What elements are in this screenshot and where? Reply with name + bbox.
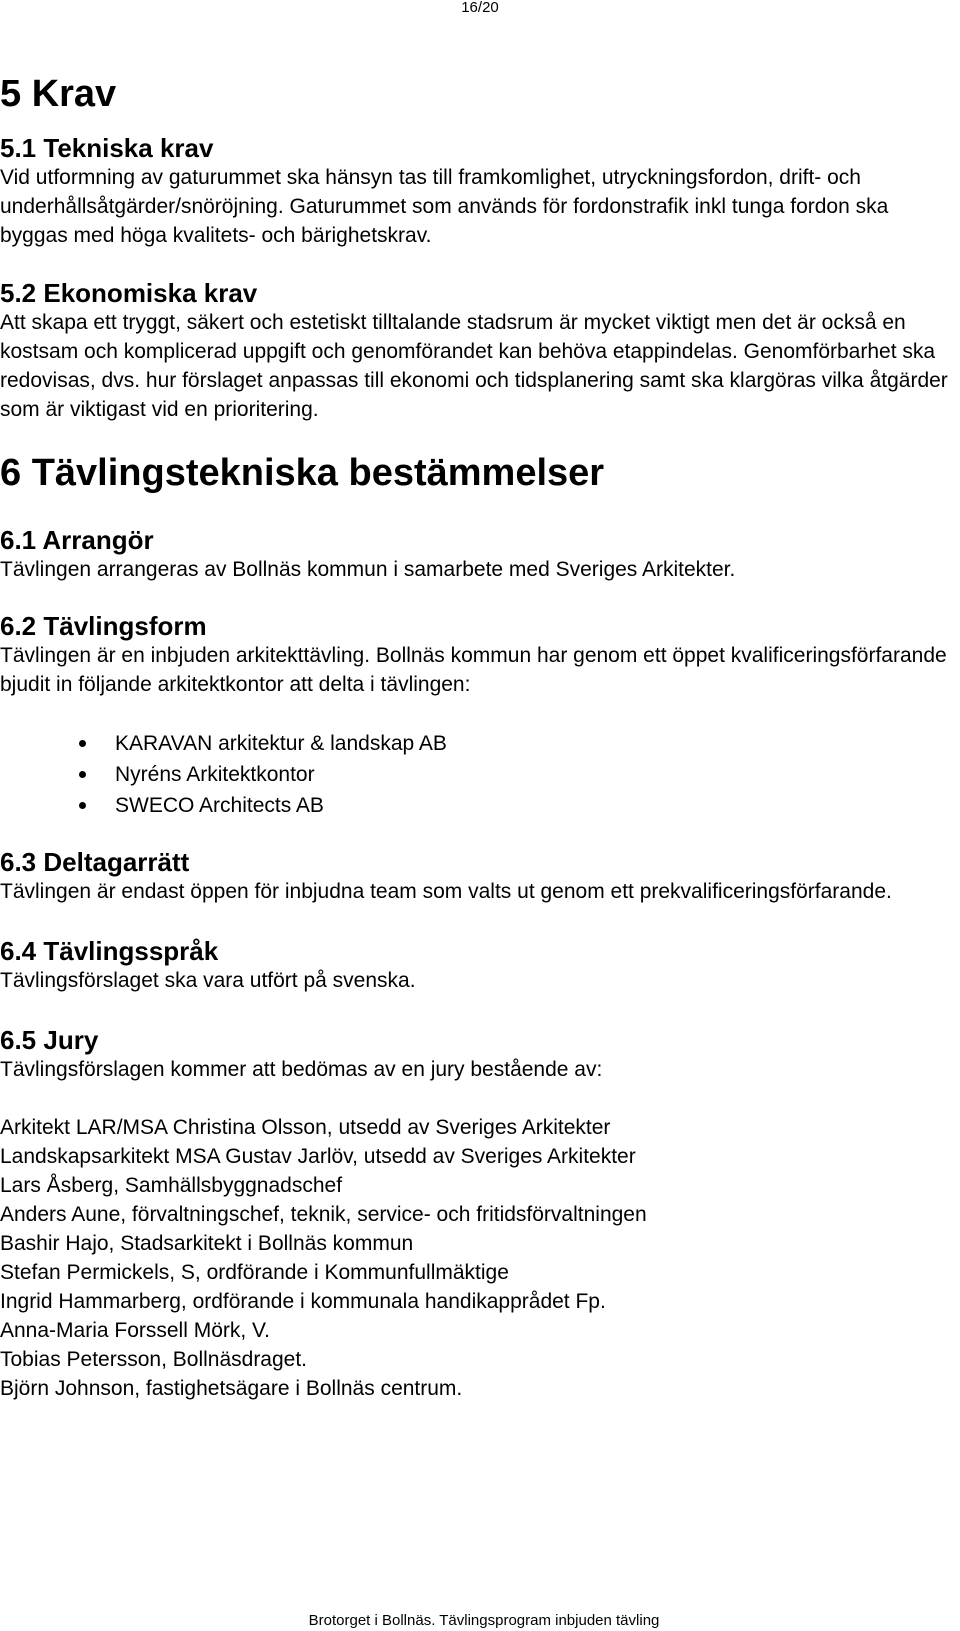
- paragraph-6-4: Tävlingsförslaget ska vara utfört på svenska.: [0, 969, 416, 992]
- paragraph-5-2: Att skapa ett tryggt, säkert och estetiskt tilltalande stadsrum är mycket viktigt men det är också en kostsam och komplicerad uppgift och genomförandet kan behöva etappindelas. Genomförbarhet ska redovisas, dvs. hur förslaget anpassas till ekonomi och tidsplanering samt ska klargöras vilka åtgärder som är viktigast vid en prioritering.: [0, 311, 948, 421]
- heading-5-1: 5.1 Tekniska krav: [0, 133, 214, 163]
- jury-list: [0, 1113, 958, 1403]
- list-item: Nyréns Arkitektkontor: [0, 759, 958, 790]
- heading-6-1: 6.1 Arrangör: [0, 525, 154, 555]
- page-footer: Brotorget i Bollnäs. Tävlingsprogram inbjuden tävling: [308, 1612, 660, 1629]
- heading-6-4: 6.4 Tävlingsspråk: [0, 936, 219, 966]
- paragraph-6-2: Tävlingen är en inbjuden arkitekttävling. Bollnäs kommun har genom ett öppet kvalificeringsförfarande bjudit in följande arkitektkontor att delta i tävlingen:: [0, 644, 947, 696]
- list-item: Anders Aune, förvaltningschef, teknik, service- och fritidsförvaltningen: [0, 1203, 647, 1226]
- paragraph-6-1: Tävlingen arrangeras av Bollnäs kommun i samarbete med Sveriges Arkitekter.: [0, 558, 736, 581]
- document-body: [0, 72, 958, 1403]
- list-item: Anna-Maria Forssell Mörk, V.: [0, 1319, 270, 1342]
- heading-5-2: 5.2 Ekonomiska krav: [0, 278, 258, 308]
- list-item: Ingrid Hammarberg, ordförande i kommunala handikapprådet Fp.: [0, 1290, 606, 1313]
- bullet-icon: [79, 802, 86, 809]
- paragraph-6-5: Tävlingsförslagen kommer att bedömas av en jury bestående av:: [0, 1058, 603, 1081]
- list-item: Stefan Permickels, S, ordförande i Kommunfullmäktige: [0, 1261, 509, 1284]
- list-item: Arkitekt LAR/MSA Christina Olsson, utsedd av Sveriges Arkitekter: [0, 1116, 611, 1139]
- bullet-icon: [79, 740, 86, 747]
- list-item: SWECO Architects AB: [0, 790, 958, 821]
- paragraph-6-3: Tävlingen är endast öppen för inbjudna team som valts ut genom ett prekvalificeringsförfarande.: [0, 880, 892, 903]
- list-item: Björn Johnson, fastighetsägare i Bollnäs centrum.: [0, 1377, 463, 1400]
- list-item: Bashir Hajo, Stadsarkitekt i Bollnäs kommun: [0, 1232, 414, 1255]
- list-item: Landskapsarkitekt MSA Gustav Jarlöv, utsedd av Sveriges Arkitekter: [0, 1145, 636, 1168]
- bullet-icon: [79, 771, 86, 778]
- list-item: Tobias Petersson, Bollnäsdraget.: [0, 1348, 308, 1371]
- heading-6-2: 6.2 Tävlingsform: [0, 611, 207, 641]
- list-item: Lars Åsberg, Samhällsbyggnadschef: [0, 1174, 343, 1197]
- heading-5-krav: 5 Krav: [0, 73, 117, 115]
- heading-6: 6 Tävlingstekniska bestämmelser: [0, 452, 605, 494]
- office-list: [0, 728, 958, 821]
- heading-6-5: 6.5 Jury: [0, 1025, 99, 1055]
- paragraph-5-1: Vid utformning av gaturummet ska hänsyn tas till framkomlighet, utryckningsfordon, drift- och underhållsåtgärder/snöröjning. Gaturummet som används för fordonstrafik inkl tunga fordon ska byggas med höga kvalitets- och bärighetskrav.: [0, 166, 889, 247]
- heading-6-3: 6.3 Deltagarrätt: [0, 847, 190, 877]
- list-item: KARAVAN arkitektur & landskap AB: [0, 728, 958, 759]
- page-number: 16/20: [461, 0, 499, 16]
